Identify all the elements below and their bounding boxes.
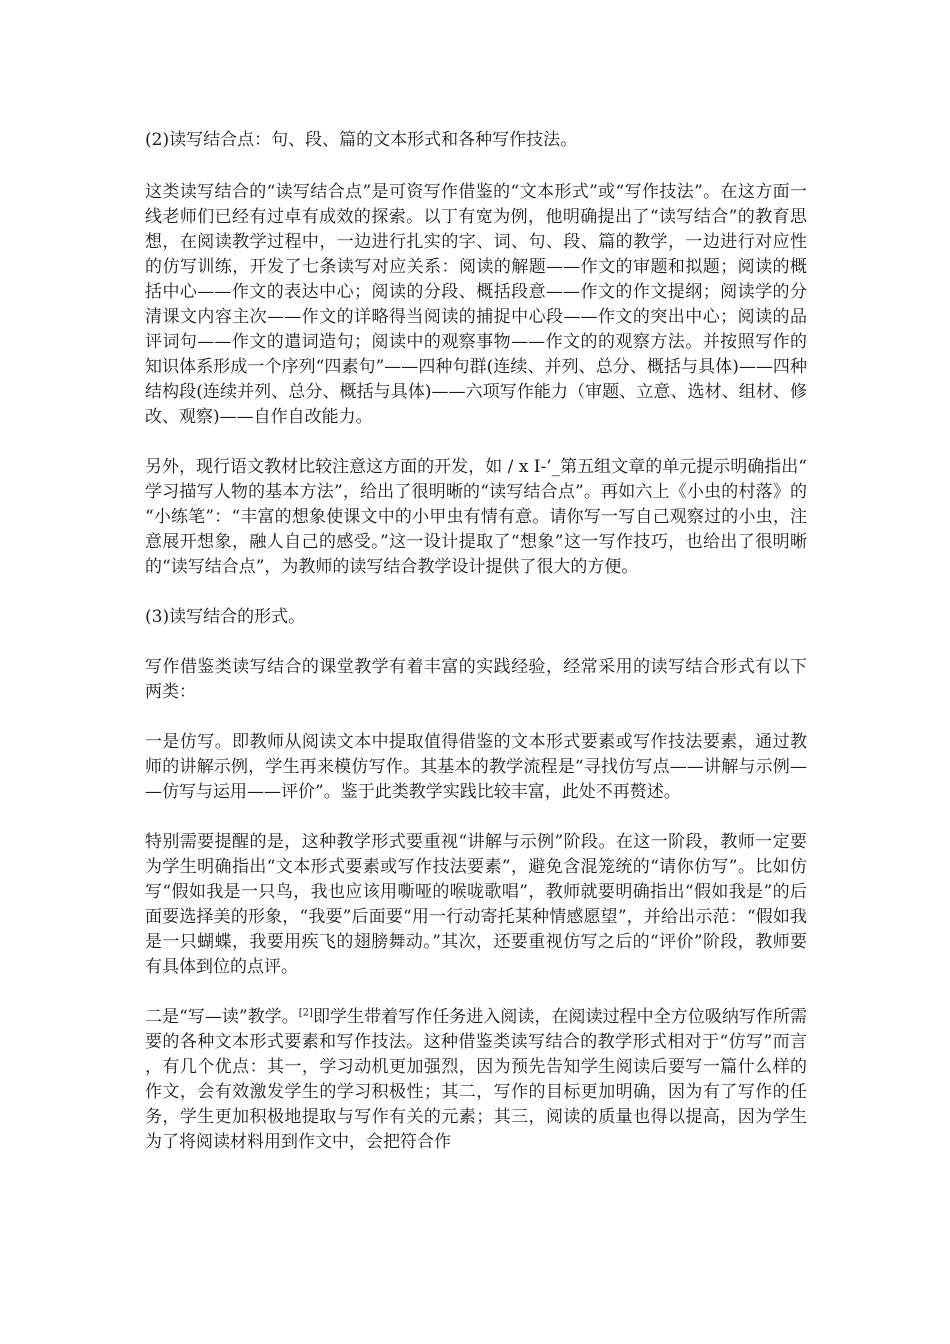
section-heading-forms: (3)读写结合的形式。 <box>145 607 306 627</box>
paragraph-textbook-examples: 另外，现行语文教材比较注意这方面的开发，如 / x I-’_第五组文章的单元提示明确指出“学习描写人物的基本方法”，给出了很明晰的“读写结合点”。再如六上《小虫的村落》的“小练笔”：“丰富的想象使课文中的小甲虫有情有意。请你写一写自己观察过的小虫，注意展开想象，融人自己的感受。”这一设计提取了“想象”这一写作技巧，也给出了很明晰的“读写结合点”，为教师的读写结合教学设计提供了很大的方便。 <box>145 457 807 577</box>
footnote-reference: [2] <box>298 1007 313 1019</box>
document-page <box>145 128 807 1180</box>
paragraph-write-read-teaching <box>145 1005 807 1155</box>
paragraph-forms-intro: 写作借鉴类读写结合的课堂教学有着丰富的实践经验，经常采用的读写结合形式有以下两类： <box>145 657 807 702</box>
paragraph-imitation-writing: 一是仿写。即教师从阅读文本中提取值得借鉴的文本形式要素或写作技法要素，通过教师的讲解示例，学生再来模仿写作。其基本的教学流程是“寻找仿写点——讲解与示例——仿写与运用——评价”。鉴于此类教学实践比较丰富，此处不再赘述。 <box>145 732 807 802</box>
section-heading-reading-writing-points: (2)读写结合点：句、段、篇的文本形式和各种写作技法。 <box>145 130 578 150</box>
paragraph-text-form-techniques: 这类读写结合的“读写结合点”是可资写作借鉴的“文本形式”或“写作技法”。在这方面一线老师们已经有过卓有成效的探索。以丁有宽为例，他明确提出了“读写结合”的教育思想，在阅读教学过程中，一边进行扎实的字、词、句、段、篇的教学，一边进行对应性的仿写训练，开发了七条读写对应关系：阅读的解题——作文的审题和拟题；阅读的概括中心——作文的表达中心；阅读的分段、概括段意——作文的作文提纲；阅读学的分清课文内容主次——作文的详略得当阅读的捕捉中心段——作文的突出中心；阅读的品评词句——作文的遣词造句；阅读中的观察事物——作文的的观察方法。并按照写作的知识体系形成一个序列“四素句”——四种句群(连续、并列、总分、概括与具体)——四种结构段(连续并列、总分、概括与具体)——六项写作能力（审题、立意、选材、组材、修改、观察)——自作自改能力。 <box>145 182 807 427</box>
paragraph-explanation-stage: 特别需要提醒的是，这种教学形式要重视“讲解与示例”阶段。在这一阶段，教师一定要为学生明确指出“文本形式要素或写作技法要素”，避免含混笼统的“请你仿写”。比如仿写“假如我是一只鸟，我也应该用嘶哑的喉咙歌唱”，教师就要明确指出“假如我是”的后面要选择美的形象，“我要”后面要“用一行动寄托某种情感愿望”，并给出示范：“假如我是一只蝴蝶，我要用疾飞的翅膀舞动。”其次，还要重视仿写之后的“评价”阶段，教师要有具体到位的点评。 <box>145 832 807 977</box>
paragraph-write-read-start: 二是“写—读”教学。 <box>145 1007 299 1027</box>
paragraph-write-read-rest: 即学生带着写作任务进入阅读，在阅读过程中全方位吸纳写作所需要的各种文本形式要素和写作技法。这种借鉴类读写结合的教学形式相对于“仿写”而言，有几个优点：其一，学习动机更加强烈，因为预先告知学生阅读后要写一篇什么样的作文，会有效激发学生的学习积极性；其二，写作的目标更加明确，因为有了写作的任务，学生更加积极地提取与写作有关的元素；其三，阅读的质量也得以提高，因为学生为了将阅读材料用到作文中，会把符合作 <box>145 1007 808 1152</box>
